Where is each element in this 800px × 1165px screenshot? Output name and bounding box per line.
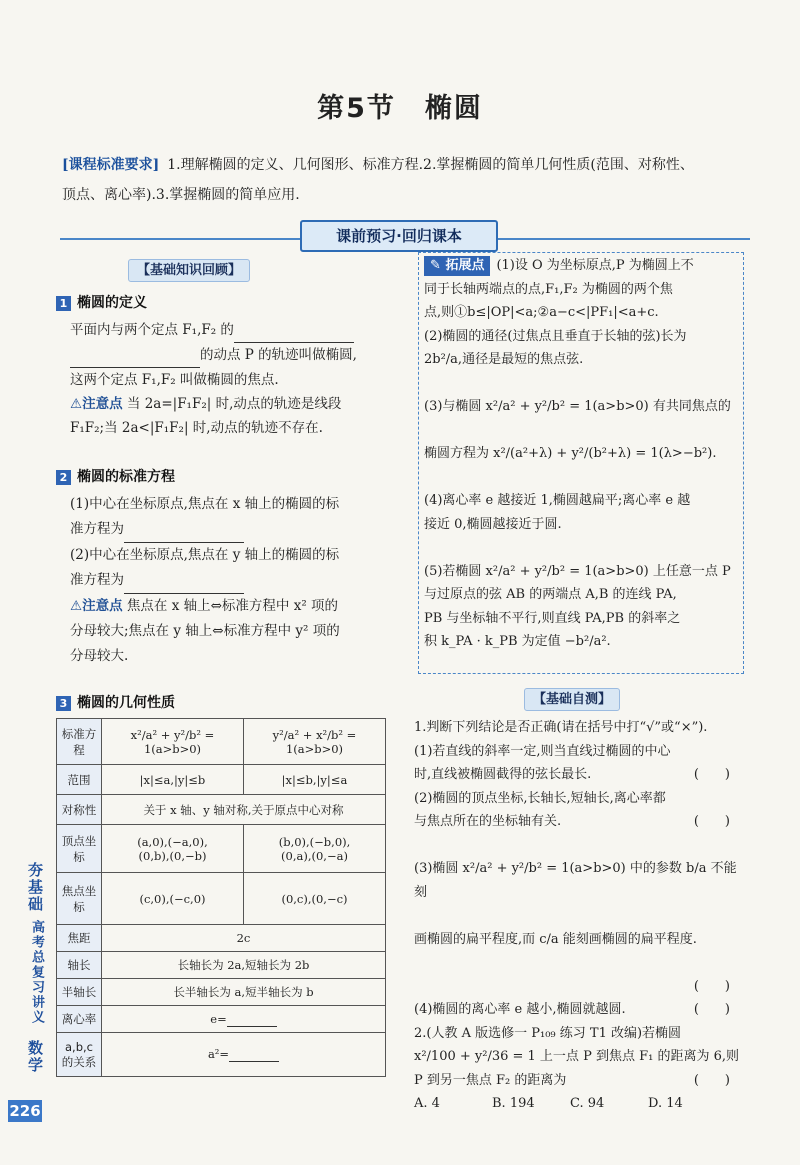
blank-1 — [234, 318, 354, 343]
self-test-badge: 【基础自测】 — [524, 688, 620, 711]
table-row — [57, 1006, 386, 1033]
course-requirements — [62, 150, 752, 210]
table-cell: 顶点坐标 — [57, 825, 102, 873]
section2-heading — [56, 466, 175, 486]
section-bar: 课前预习·回归课本 — [300, 220, 498, 252]
section2-title: 椭圆的标准方程 — [77, 469, 175, 485]
q1d: (4)椭圆的离心率 e 越小,椭圆就越圆. — [414, 1002, 626, 1017]
table-cell: 焦距 — [57, 925, 102, 952]
cell-line: (0,a),(0,−a) — [281, 848, 348, 863]
table-cell: 轴长 — [57, 952, 102, 979]
s2-text4: 准方程为 — [70, 572, 124, 588]
e5a: (5)若椭圆 x²/a² + y²/b² = 1(a>b>0) 上任意一点 P — [424, 563, 731, 579]
section3-heading — [56, 692, 175, 712]
table-cell: 长半轴长为 a,短半轴长为 b — [102, 979, 386, 1006]
table-cell — [102, 825, 244, 873]
side-book: 高考总复习讲义 — [29, 920, 44, 1025]
basic-knowledge-badge: 【基础知识回顾】 — [128, 259, 250, 282]
s1-note1: 当 2a=|F₁F₂| 时,动点的轨迹是线段 — [126, 396, 342, 412]
q2a: 2.(人教 A 版选修一 P₁₀₉ 练习 T1 改编)若椭圆 — [414, 1025, 682, 1041]
e1a: (1)设 O 为坐标原点,P 为椭圆上不 — [496, 258, 694, 273]
answer-paren: ( ) — [693, 1072, 730, 1088]
blank-2 — [70, 343, 200, 368]
choice-a: A. 4 — [414, 1096, 440, 1111]
section1-title: 椭圆的定义 — [77, 295, 147, 311]
table-cell — [102, 1006, 386, 1033]
cell-line: (a,0),(−a,0), — [137, 834, 208, 849]
requirements-line2: 顶点、离心率).3.掌握椭圆的简单应用. — [62, 187, 300, 203]
expand-content — [424, 254, 742, 654]
s1-text2: 的动点 P 的轨迹叫做椭圆, — [200, 347, 357, 363]
section3-title: 椭圆的几何性质 — [77, 695, 175, 711]
table-cell — [244, 825, 386, 873]
warning-icon: ⚠ — [70, 396, 83, 412]
side-subject: 数学 — [26, 1040, 44, 1074]
answer-paren: ( ) — [693, 978, 730, 994]
cell-line: (0,b),(0,−b) — [138, 848, 207, 863]
table-row — [57, 952, 386, 979]
e1c: 点,则①b≤|OP|<a;②a−c<|PF₁|<a+c. — [424, 305, 659, 320]
choice-c: C. 94 — [570, 1096, 605, 1111]
answer-paren: ( ) — [693, 1002, 730, 1017]
page-number: 226 — [9, 1102, 41, 1120]
table-row — [57, 825, 386, 873]
q1b2: 与焦点所在的坐标轴有关. — [414, 814, 562, 829]
table-row — [57, 873, 386, 925]
e5b: 与过原点的弦 AB 的两端点 A,B 的连线 PA, — [424, 587, 677, 602]
table-cell: (c,0),(−c,0) — [102, 873, 244, 925]
s1-text3: 这两个定点 F₁,F₂ 叫做椭圆的焦点. — [70, 372, 279, 388]
expand-tag-label: 拓展点 — [445, 258, 485, 273]
s2-note1: 焦点在 x 轴上⇔标准方程中 x² 项的 — [126, 598, 339, 614]
expand-tag — [424, 256, 490, 276]
table-cell: 半轴长 — [57, 979, 102, 1006]
table-cell: 标准方程 — [57, 719, 102, 765]
s1-note2: F₁F₂;当 2a<|F₁F₂| 时,动点的轨迹不存在. — [70, 420, 323, 436]
section1-heading — [56, 292, 147, 312]
e3a: (3)与椭圆 x²/a² + y²/b² = 1(a>b>0) 有共同焦点的 — [424, 399, 731, 414]
tag-icon: ✎ — [430, 258, 441, 273]
table-cell: |x|≤b,|y|≤a — [244, 765, 386, 795]
s2-note2: 分母较大;焦点在 y 轴上⇔标准方程中 y² 项的 — [70, 623, 340, 639]
e2b: 2b²/a,通径是最短的焦点弦. — [424, 352, 584, 367]
q1b1: (2)椭圆的顶点坐标,长轴长,短轴长,离心率都 — [414, 790, 666, 806]
q1a2: 时,直线被椭圆截得的弦长最长. — [414, 767, 592, 782]
section2-number: 2 — [56, 470, 71, 485]
requirements-tag: [课程标准要求] — [62, 157, 160, 173]
table-cell: 长轴长为 2a,短轴长为 2b — [102, 952, 386, 979]
e5c: PB 与坐标轴不平行,则直线 PA,PB 的斜率之 — [424, 610, 681, 626]
answer-paren: ( ) — [693, 814, 730, 829]
self-test-content — [414, 716, 744, 1116]
table-cell: 离心率 — [57, 1006, 102, 1033]
s2-note-label: 注意点 — [82, 598, 123, 614]
s2-note3: 分母较大. — [70, 648, 129, 664]
page-title: 第5节 椭圆 — [317, 93, 483, 124]
table-row — [57, 925, 386, 952]
cell-line: (b,0),(−b,0), — [278, 834, 351, 849]
section1-number: 1 — [56, 296, 71, 311]
blank-6 — [229, 1047, 279, 1062]
answer-paren: ( ) — [693, 767, 730, 782]
requirements-line1: 1.理解椭圆的定义、几何图形、标准方程.2.掌握椭圆的简单几何性质(范围、对称性、 — [167, 157, 694, 173]
s2-text1: (1)中心在坐标原点,焦点在 x 轴上的椭圆的标 — [70, 496, 340, 512]
e3b: 椭圆方程为 x²/(a²+λ) + y²/(b²+λ) = 1(λ>−b²). — [424, 446, 717, 461]
table-cell: (0,c),(0,−c) — [244, 873, 386, 925]
section2-body — [70, 492, 390, 669]
table-cell: a,b,c的关系 — [57, 1033, 102, 1077]
table-cell: x²/a² + y²/b² = 1(a>b>0) — [102, 719, 244, 765]
blank-4 — [124, 568, 244, 594]
table-cell: |x|≤a,|y|≤b — [102, 765, 244, 795]
q1c2: 画椭圆的扁平程度,而 c/a 能刻画椭圆的扁平程度. — [414, 931, 697, 947]
e5d: 积 k_PA · k_PB 为定值 −b²/a². — [424, 634, 611, 649]
table-cell: 范围 — [57, 765, 102, 795]
table-row — [57, 719, 386, 765]
eccentricity-label: e= — [210, 1011, 227, 1026]
s2-text3: (2)中心在坐标原点,焦点在 y 轴上的椭圆的标 — [70, 547, 340, 563]
e4a: (4)离心率 e 越接近 1,椭圆越扁平;离心率 e 越 — [424, 493, 691, 508]
table-row — [57, 765, 386, 795]
q1a1: (1)若直线的斜率一定,则当直线过椭圆的中心 — [414, 743, 671, 759]
blank-5 — [227, 1012, 277, 1027]
table-cell: 焦点坐标 — [57, 873, 102, 925]
table-cell: 2c — [102, 925, 386, 952]
table-cell: 关于 x 轴、y 轴对称,关于原点中心对称 — [102, 795, 386, 825]
q1c1: (3)椭圆 x²/a² + y²/b² = 1(a>b>0) 中的参数 b/a 不能刻 — [414, 861, 737, 900]
table-cell: y²/a² + x²/b² = 1(a>b>0) — [244, 719, 386, 765]
table-row — [57, 979, 386, 1006]
q1: 1.判断下列结论是否正确(请在括号中打“√”或“×”). — [414, 720, 708, 735]
q2c: P 到另一焦点 F₂ 的距离为 — [414, 1072, 567, 1088]
s1-note-label: 注意点 — [82, 396, 123, 412]
e2a: (2)椭圆的通径(过焦点且垂直于长轴的弦)长为 — [424, 328, 687, 344]
section1-body — [70, 318, 390, 440]
s1-text1: 平面内与两个定点 F₁,F₂ 的 — [70, 322, 234, 338]
s2-text2: 准方程为 — [70, 521, 124, 537]
property-table — [56, 718, 386, 1077]
table-cell — [102, 1033, 386, 1077]
table-cell: 对称性 — [57, 795, 102, 825]
choice-b: B. 194 — [492, 1096, 535, 1111]
e4b: 接近 0,椭圆越接近于圆. — [424, 516, 562, 532]
choice-d: D. 14 — [648, 1096, 683, 1111]
warning-icon: ⚠ — [70, 598, 83, 614]
table-row — [57, 795, 386, 825]
table-row — [57, 1033, 386, 1077]
q2b: x²/100 + y²/36 = 1 上一点 P 到焦点 F₁ 的距离为 6,则 — [414, 1049, 739, 1064]
side-brand: 夯基础 — [26, 862, 44, 913]
e1b: 同于长轴两端点的点,F₁,F₂ 为椭圆的两个焦 — [424, 281, 673, 297]
blank-3 — [124, 517, 244, 543]
relation-label: a²= — [207, 1047, 230, 1061]
section3-number: 3 — [56, 696, 71, 711]
